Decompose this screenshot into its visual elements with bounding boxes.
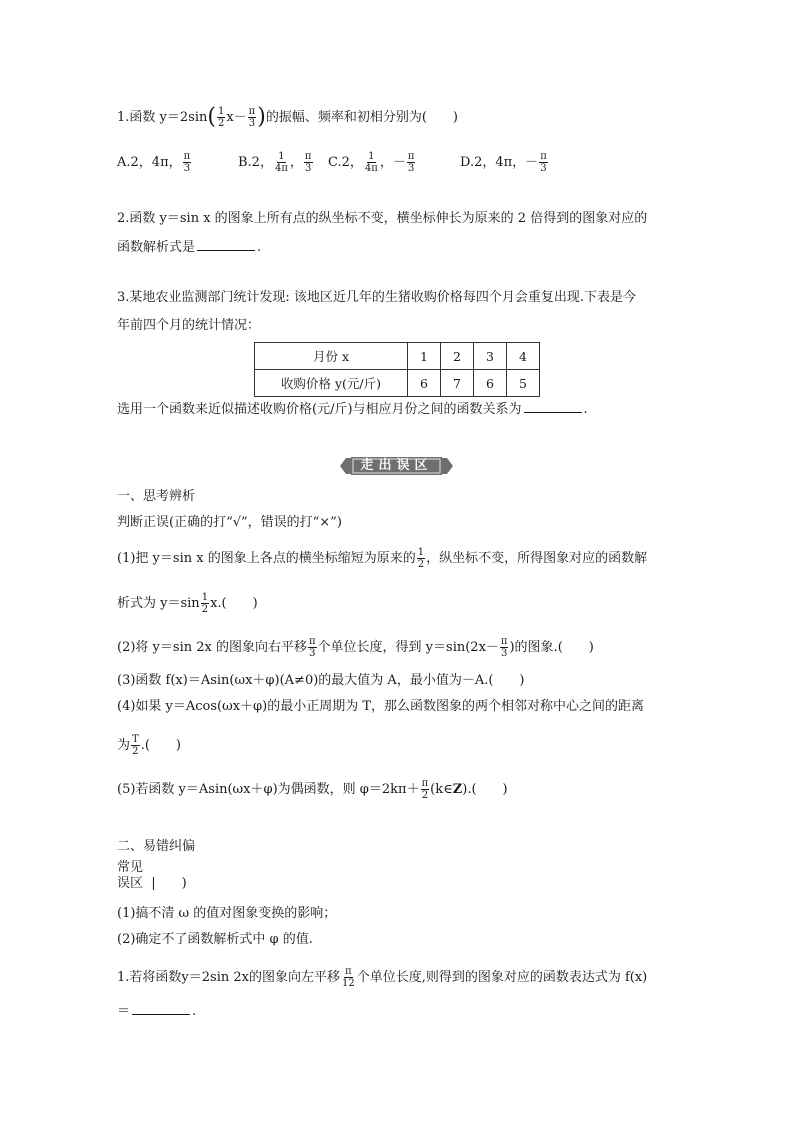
mistake-label-line1: 常见	[117, 860, 144, 875]
statement-5[interactable]: (5)若函数 y＝Asin(ωx＋φ)为偶函数，则 φ＝2kπ＋ $\frac{\pi}{2}$ (k∈Z).( )	[117, 778, 508, 801]
q1-option-c[interactable]: C.2， $\frac{1}{4\pi}$ ，－ $\frac{\pi}{3}$	[328, 151, 415, 174]
fraction: $\frac{\pi}{2}$	[421, 778, 429, 801]
statement-1-line2[interactable]: 析式为 y＝sin $\frac{1}{2}$ x.( )	[117, 592, 258, 615]
q3-line3: 选用一个函数来近似描述收购价格(元/斤)与相应月份之间的函数关系为 .	[117, 402, 588, 417]
table-header-cell: 月份 x	[255, 343, 408, 370]
section2-question-line2: ＝ .	[117, 1004, 197, 1019]
fraction: $\frac{\pi}{3}$	[540, 151, 547, 174]
q1-close-paren: )	[257, 104, 266, 130]
statement-3[interactable]: (3)函数 f(x)＝Asin(ωx＋φ)(A≠0)的最大值为 A，最小值为－A.( )	[117, 673, 525, 688]
q1-option-b[interactable]: B.2， $\frac{1}{4\pi}$ ， $\frac{\pi}{3}$	[238, 151, 312, 174]
fraction: $\frac{\pi}{3}$	[500, 636, 508, 659]
q3-answer-blank[interactable]	[524, 400, 582, 413]
section1-intro: 判断正误(正确的打“√”，错误的打“×”)	[117, 515, 342, 530]
table-cell: 3	[474, 343, 507, 370]
q1-mid: x－	[226, 110, 247, 125]
section2-question-line1: 1.若将函数y＝2sin 2x的图象向左平移 $\frac{\pi}{12}$ 个单位长度,则得到的图象对应的函数表达式为 f(x)	[117, 966, 648, 989]
table-cell: 1	[408, 343, 441, 370]
table-header-cell: 收购价格 y(元/斤)	[255, 370, 408, 397]
section2-answer-blank[interactable]	[132, 1002, 190, 1015]
statement-4-line1: (4)如果 y＝Acos(ωx＋φ)的最小正周期为 T，那么函数图象的两个相邻对称中心之间的距离	[117, 699, 645, 714]
section2-heading: 二、易错纠偏	[117, 839, 196, 854]
fraction: $\frac{1}{4\pi}$	[274, 151, 288, 174]
fraction: $\frac{T}{2}$	[132, 734, 139, 757]
mistake-2: (2)确定不了函数解析式中 φ 的值.	[117, 932, 313, 947]
q1-prefix: 1.函数 y＝2sin	[117, 110, 208, 125]
statement-4-line2[interactable]: 为 $\frac{T}{2}$ .( )	[117, 734, 181, 757]
statement-1-line1: (1)把 y＝sin x 的图象上各点的横坐标缩短为原来的 $\frac{1}{2}$ ，纵坐标不变，所得图象对应的函数解	[117, 547, 648, 570]
q2-line1: 2.函数 y＝sin x 的图象上所有点的纵坐标不变，横坐标伸长为原来的 2 倍得到的图象对应的	[117, 211, 648, 226]
fraction: $\frac{\pi}{3}$	[183, 151, 191, 174]
mistake-1: (1)搞不清 ω 的值对图象变换的影响；	[117, 906, 337, 921]
q1-fraction-pi-third: $\frac{\pi}{3}$	[248, 106, 256, 129]
q2-answer-blank[interactable]	[197, 238, 255, 251]
fraction: $\frac{1}{2}$	[201, 592, 209, 615]
q2-line2: 函数解析式是 .	[117, 240, 262, 255]
q3-line1: 3.某地农业监测部门统计发现: 该地区近几年的生猪收购价格每四个月会重复出现.下表是今	[117, 290, 637, 305]
banner-label: 走出误区	[360, 458, 433, 473]
mistake-label-line2: 误区 | )	[117, 876, 187, 891]
table-cell: 6	[474, 370, 507, 397]
fraction: $\frac{\pi}{3}$	[304, 151, 312, 174]
table-cell: 4	[507, 343, 540, 370]
table-cell: 5	[507, 370, 540, 397]
q1-suffix: 的振幅、频率和初相分别为( )	[265, 110, 458, 125]
fraction: $\frac{\pi}{3}$	[308, 636, 316, 659]
section-banner	[340, 455, 453, 477]
statement-2[interactable]: (2)将 y＝sin 2x 的图象向右平移 $\frac{\pi}{3}$ 个单位长度，得到 y＝sin(2x－ $\frac{\pi}{3}$ )的图象.( )	[117, 636, 594, 659]
price-table	[254, 342, 540, 397]
fraction: $\frac{\pi}{12}$	[341, 966, 355, 989]
q1-fraction-half: $\frac{1}{2}$	[217, 106, 225, 129]
table-row	[255, 343, 540, 370]
fraction: $\frac{1}{2}$	[417, 547, 425, 570]
q1-stem	[117, 106, 458, 129]
table-cell: 2	[441, 343, 474, 370]
q1-option-a[interactable]: A.2，4π， $\frac{\pi}{3}$	[117, 151, 191, 174]
table-row	[255, 370, 540, 397]
fraction: $\frac{1}{4\pi}$	[364, 151, 378, 174]
table-cell: 7	[441, 370, 474, 397]
q1-option-d[interactable]: D.2，4π，－ $\frac{\pi}{3}$	[460, 151, 547, 174]
fraction: $\frac{\pi}{3}$	[407, 151, 415, 174]
section1-heading: 一、思考辨析	[117, 489, 196, 504]
table-cell: 6	[408, 370, 441, 397]
q1-open-paren: (	[207, 104, 216, 130]
q3-line2: 年前四个月的统计情况：	[117, 318, 261, 333]
